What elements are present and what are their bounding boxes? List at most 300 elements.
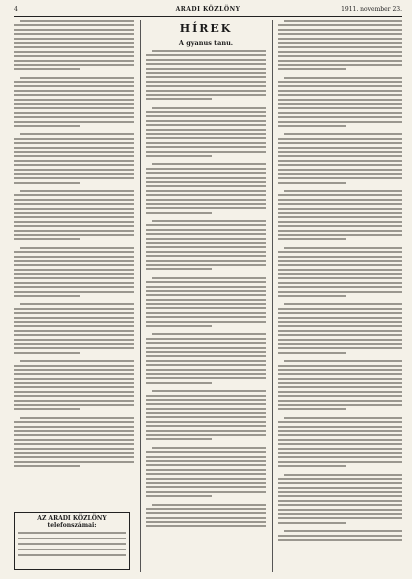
text-line [278,517,402,519]
text-line [278,264,402,266]
newspaper-title: ARADI KÖZLÖNY [175,6,241,13]
text-line [278,386,402,388]
text-line [20,360,134,362]
text-line [14,164,134,166]
text-line [14,448,134,450]
text-line [14,347,134,349]
text-line [278,225,402,227]
text-line [146,72,266,74]
text-line [146,54,266,56]
text-line [152,504,266,506]
text-line [278,164,402,166]
text-line [14,38,134,40]
text-line [278,456,402,458]
text-line [146,63,266,65]
text-line [278,312,402,314]
text-line [20,77,134,79]
text-line [278,199,402,201]
text-line [146,185,266,187]
text-line [152,277,266,279]
text-line [278,382,402,384]
text-line [278,260,402,262]
text-line [146,224,266,226]
text-line [278,121,402,123]
text-line [14,260,134,262]
text-line [284,303,402,305]
text-line [152,220,266,222]
text-line [278,500,402,502]
text-line [146,369,266,371]
text-line [278,68,346,70]
text-line [146,98,212,100]
text-line [146,146,266,148]
text-line [14,291,134,293]
text-line [278,373,402,375]
text-line [14,408,80,410]
text-line [14,452,134,454]
text-line [284,247,402,249]
text-line [14,277,134,279]
text-line [14,182,80,184]
text-line [146,90,266,92]
text-line [152,333,266,335]
text-line [14,325,134,327]
text-line [278,177,402,179]
text-line [14,461,134,463]
text-line [278,443,402,445]
text-line [284,133,402,135]
text-line [278,55,402,57]
text-line [14,173,134,175]
masthead [14,4,402,17]
text-line [146,207,266,209]
text-line [146,190,266,192]
text-line [14,238,80,240]
text-line [278,277,402,279]
text-line [278,116,402,118]
text-line [146,338,266,340]
text-line [14,365,134,367]
text-line [278,539,402,541]
text-line [146,115,266,117]
text-line [146,268,212,270]
text-line [278,291,402,293]
text-line [278,173,402,175]
text-line [146,255,266,257]
text-line [14,160,134,162]
text-line [14,317,134,319]
text-line [14,142,134,144]
text-line [146,155,212,157]
text-line [146,120,266,122]
text-line [146,94,266,96]
text-line [14,29,134,31]
text-line [278,230,402,232]
text-line [14,33,134,35]
text-line [14,203,134,205]
text-line [278,347,402,349]
text-line [278,138,402,140]
text-line [14,199,134,201]
text-line [146,482,266,484]
text-line [284,77,402,79]
text-line [146,373,266,375]
text-line [20,303,134,305]
text-line [278,295,346,297]
text-line [146,316,266,318]
text-line [146,194,266,196]
text-line [14,382,134,384]
text-line [278,221,402,223]
text-line [278,256,402,258]
text-line [278,33,402,35]
text-line [152,107,266,109]
text-line [146,382,212,384]
text-line [146,81,266,83]
text-line [152,163,266,165]
text-line [14,369,134,371]
text-line [14,103,134,105]
text-line [14,456,134,458]
text-line [146,460,266,462]
phone-notice-box [14,512,130,570]
text-line [146,525,266,527]
text-line [146,312,266,314]
text-line [278,378,402,380]
text-line [278,112,402,114]
text-line [14,221,134,223]
phone-notice-title: AZ ARADI KÖZLÖNY telefonszámai: [37,515,107,529]
text-line [146,281,266,283]
text-line [14,151,134,153]
text-line [14,269,134,271]
text-line [278,535,402,537]
text-line [152,50,266,52]
text-line [146,399,266,401]
text-line [146,364,266,366]
text-line [278,369,402,371]
text-line [278,504,402,506]
text-line [146,177,266,179]
text-line [278,448,402,450]
text-line [14,230,134,232]
text-line [146,495,212,497]
text-line [14,443,134,445]
text-line [278,465,346,467]
text-line [278,147,402,149]
text-line [14,177,134,179]
text-line [278,461,402,463]
text-line [146,181,266,183]
text-line [14,147,134,149]
text-line [146,129,266,131]
text-line [284,474,402,476]
text-line [146,360,266,362]
text-line [14,64,134,66]
text-line [278,408,346,410]
text-line [146,111,266,113]
text-line [278,321,402,323]
text-line [278,251,402,253]
text-line [146,517,266,519]
text-line [278,107,402,109]
text-line [14,321,134,323]
text-line [14,121,134,123]
text-line [278,339,402,341]
text-line [278,491,402,493]
text-line [14,343,134,345]
text-line [278,142,402,144]
text-line [278,42,402,44]
text-line [278,273,402,275]
text-line [146,325,212,327]
text-line [14,169,134,171]
text-line [278,487,402,489]
text-line [14,295,80,297]
text-line [146,377,266,379]
text-line [284,190,402,192]
text-line [14,421,134,423]
text-line [278,125,346,127]
text-line [146,137,266,139]
text-line [278,282,402,284]
text-line [278,522,346,524]
text-line [146,233,266,235]
text-line [278,513,402,515]
text-line [146,172,266,174]
text-line [20,247,134,249]
text-line [146,508,266,510]
text-line [278,81,402,83]
text-line [14,155,134,157]
column-right [278,20,402,543]
text-line [14,308,134,310]
text-line [278,94,402,96]
text-line [14,391,134,393]
text-line [278,509,402,511]
text-line [278,269,402,271]
text-line [146,491,266,493]
page-number: 4 [14,6,18,13]
text-line [278,430,402,432]
text-line [146,85,266,87]
text-line [14,112,134,114]
text-line [278,155,402,157]
text-line [278,24,402,26]
text-line [278,29,402,31]
text-line [278,334,402,336]
text-line [278,325,402,327]
text-line [146,478,266,480]
text-line [146,307,266,309]
text-line [14,465,80,467]
text-line [146,68,266,70]
text-line [14,51,134,53]
text-line [278,90,402,92]
text-line [14,99,134,101]
text-line [146,303,266,305]
text-line [278,330,402,332]
text-line [278,85,402,87]
issue-date: 1911. november 23. [341,6,402,13]
text-line [284,20,402,22]
text-line [152,447,266,449]
text-line [146,151,266,153]
text-line [278,194,402,196]
text-line [20,190,134,192]
text-line [146,290,266,292]
text-line [278,421,402,423]
column-left [14,20,134,474]
text-line [14,60,134,62]
text-line [146,456,266,458]
text-line [14,400,134,402]
text-line [146,351,266,353]
text-line [278,317,402,319]
text-line [14,208,134,210]
text-line [14,286,134,288]
text-line [20,133,134,135]
text-line [14,107,134,109]
text-line [14,339,134,341]
text-line [146,212,212,214]
text-line [146,229,266,231]
text-line [278,60,402,62]
text-line [14,116,134,118]
notice-line [18,543,126,545]
text-line [14,216,134,218]
text-line [146,238,266,240]
text-line [278,238,346,240]
text-line [14,24,134,26]
text-line [278,182,346,184]
column-divider [140,20,141,572]
text-line [146,412,266,414]
text-line [278,343,402,345]
text-line [14,426,134,428]
text-line [278,478,402,480]
text-line [14,434,134,436]
text-line [146,264,266,266]
text-line [278,426,402,428]
text-line [146,299,266,301]
text-line [146,251,266,253]
text-line [146,438,212,440]
text-line [278,439,402,441]
text-line [278,434,402,436]
text-line [278,64,402,66]
text-line [14,395,134,397]
text-line [278,286,402,288]
text-line [146,469,266,471]
text-line [14,373,134,375]
text-line [14,94,134,96]
text-line [278,46,402,48]
text-line [146,59,266,61]
text-line [14,264,134,266]
text-line [14,256,134,258]
text-line [284,360,402,362]
text-line [278,308,402,310]
text-line [14,439,134,441]
text-line [146,430,266,432]
text-line [14,85,134,87]
text-line [14,404,134,406]
text-line [14,251,134,253]
text-line [146,395,266,397]
text-line [14,125,80,127]
text-line [278,395,402,397]
text-line [146,242,266,244]
news-section-heading: HÍREK [179,22,233,35]
text-line [146,286,266,288]
article-heading: A gyanus tanu. [178,39,234,47]
text-line [14,273,134,275]
text-line [14,352,80,354]
text-line [146,321,266,323]
text-line [14,212,134,214]
text-line [146,294,266,296]
text-line [146,434,266,436]
text-line [146,347,266,349]
text-line [278,208,402,210]
text-line [146,486,266,488]
text-line [146,473,266,475]
text-line [278,212,402,214]
text-line [146,416,266,418]
text-line [146,203,266,205]
text-line [284,530,402,532]
text-line [278,169,402,171]
text-line [278,391,402,393]
text-line [146,76,266,78]
text-line [14,55,134,57]
text-line [146,342,266,344]
text-line [146,260,266,262]
text-line [278,400,402,402]
text-line [278,234,402,236]
text-line [146,512,266,514]
text-line [20,417,134,419]
text-line [14,430,134,432]
text-line [14,138,134,140]
notice-line [18,549,126,551]
text-line [278,38,402,40]
text-line [14,378,134,380]
text-line [20,20,134,22]
text-line [278,151,402,153]
text-line [14,90,134,92]
text-line [146,355,266,357]
column-divider [272,20,273,572]
text-line [278,452,402,454]
text-line [146,124,266,126]
text-line [146,133,266,135]
notice-line [18,538,126,540]
text-line [152,390,266,392]
column-middle [146,20,266,530]
text-line [14,334,134,336]
text-line [278,99,402,101]
text-line [278,404,402,406]
text-line [14,194,134,196]
text-line [278,203,402,205]
text-line [146,168,266,170]
text-line [146,521,266,523]
text-line [14,46,134,48]
text-line [14,42,134,44]
text-line [146,425,266,427]
